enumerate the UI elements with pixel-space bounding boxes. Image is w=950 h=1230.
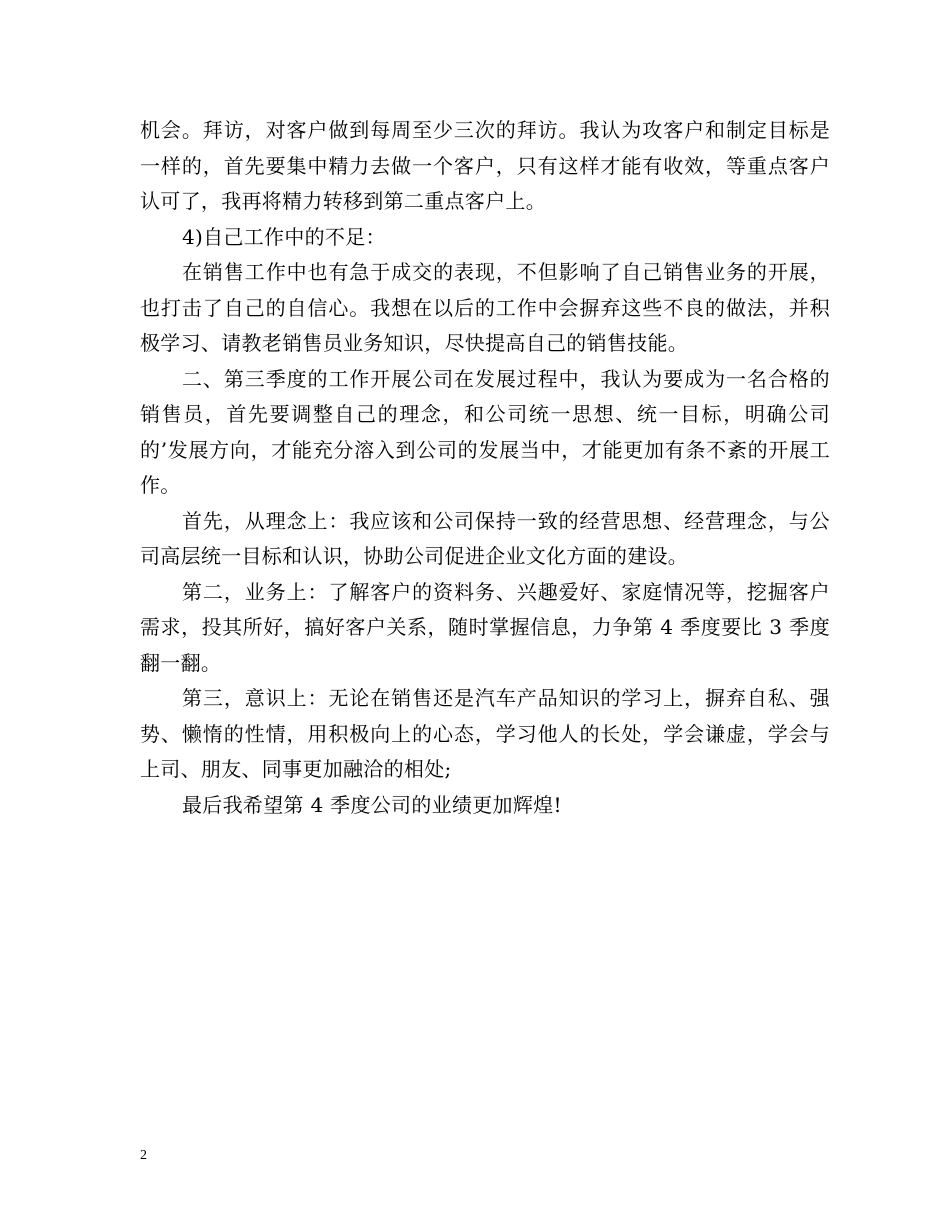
- paragraph-first-concept: 首先，从理念上：我应该和公司保持一致的经营思想、经营理念，与公司高层统一目标和认识，协助公司促进企业文化方面的建设。: [140, 508, 830, 568]
- paragraph-second-business: 第二，业务上：了解客户的资料务、兴趣爱好、家庭情况等，挖掘客户需求，投其所好，搞好客户关系，随时掌握信息，力争第 4 季度要比 3 季度翻一翻。: [140, 579, 830, 675]
- paragraph-shortcomings: 在销售工作中也有急于成交的表现，不但影响了自己销售业务的开展，也打击了自己的自信心。我想在以后的工作中会摒弃这些不良的做法，并积极学习、请教老销售员业务知识，尽快提高自己的销售技能。: [140, 260, 830, 355]
- page-number: 2: [140, 1148, 147, 1163]
- paragraph-closing: 最后我希望第 4 季度公司的业绩更加辉煌!: [182, 792, 562, 817]
- document-body: [140, 113, 830, 823]
- paragraph-continuation: 机会。拜访，对客户做到每周至少三次的拜访。我认为攻客户和制定目标是一样的，首先要集中精力去做一个客户，只有这样才能有收效，等重点客户认可了，我再将精力转移到第二重点客户上。: [140, 118, 830, 213]
- paragraph-heading-shortcomings: 4)自己工作中的不足：: [182, 224, 386, 249]
- paragraph-q3-work: 二、第三季度的工作开展公司在发展过程中，我认为要成为一名合格的销售员，首先要调整自己的理念，和公司统一思想、统一目标，明确公司的’发展方向，才能充分溶入到公司的发展当中，才能更加有条不紊的开展工作。: [140, 366, 830, 497]
- paragraph-third-awareness: 第三，意识上：无论在销售还是汽车产品知识的学习上，摒弃自私、强势、懒惰的性情，用积极向上的心态，学习他人的长处，学会谦虚，学会与上司、朋友、同事更加融洽的相处;: [140, 686, 830, 781]
